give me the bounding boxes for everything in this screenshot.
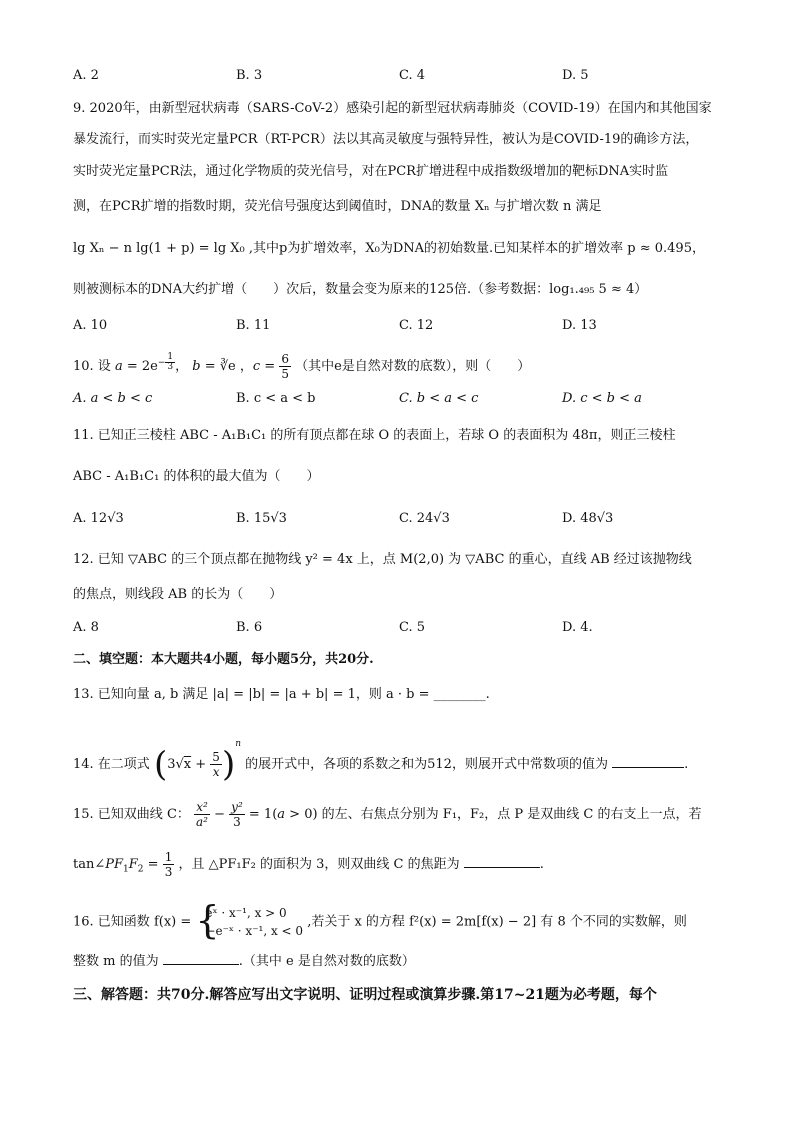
q11-line1: 11. 已知正三棱柱 ABC - A₁B₁C₁ 的所有顶点都在球 O 的表面上，若球 O 的表面积为 48π，则正三棱柱 [73, 428, 676, 443]
q9-line5: lg Xₙ − n lg(1 + p) = lg X₀ ,其中p为扩增效率，X₀为DNA的初始数量.已知某样本的扩增效率 p ≈ 0.495， [73, 241, 705, 256]
q9-line4: 测，在PCR扩增的指数时期，荧光信号强度达到阈值时，DNA的数量 Xₙ 与扩增次数 n 满足 [73, 199, 602, 214]
q12-option-c: C. 5 [399, 620, 426, 635]
q10-option-b: B. c < a < b [236, 391, 316, 406]
q16-suffix: ,若关于 x 的方程 f²(x) = 2m[f(x) − 2] 有 8 个不同的实数解，则 [307, 914, 687, 930]
q16-answer-blank [163, 951, 239, 965]
q9-option-c: C. 12 [399, 318, 434, 333]
q11-option-c: C. 24√3 [399, 511, 450, 526]
q12-line2: 的焦点，则线段 AB 的长为（ ） [73, 587, 283, 602]
q9-line2: 暴发流行，而实时荧光定量PCR（RT-PCR）法以其高灵敏度与强特异性，被认为是COVID-19的确诊方法， [73, 132, 699, 147]
q12-option-a: A. 8 [73, 620, 99, 635]
q14-stem: 14. 在二项式 (3√x + $\frac{5}{x}$ )$^n$ 的展开式中，各项的系数之和为512，则展开式中常数项的值为 . [73, 739, 689, 785]
q13-text: 13. 已知向量 a, b 满足 |a| = |b| = |a + b| = 1，则 a · b = ________. [73, 687, 490, 702]
q12-option-b: B. 6 [236, 620, 263, 635]
q10-options [73, 389, 733, 409]
q8-option-b: B. 3 [236, 68, 263, 83]
q8-options [73, 66, 733, 86]
q14-prefix: 14. 在二项式 [73, 757, 150, 772]
q11-option-d: D. 48√3 [562, 511, 614, 526]
q15-suffix: 的左、右焦点分别为 F₁，F₂，点 P 是双曲线 C 的右支上一点，若 [321, 807, 702, 822]
q16-line1 [73, 898, 687, 942]
q8-option-c: C. 4 [399, 68, 426, 83]
q15-line2-suffix: ，且 △PF₁F₂ 的面积为 3，则双曲线 C 的焦距为 [178, 857, 460, 872]
q8-option-a: A. 2 [73, 68, 99, 83]
q12-option-d: D. 4. [562, 620, 593, 635]
q10-option-d: D. c < b < a [562, 391, 642, 406]
q14-suffix: 的展开式中，各项的系数之和为512，则展开式中常数项的值为 [245, 757, 608, 772]
q10-option-a: A. a < b < c [73, 391, 153, 406]
q9-line1: 9. 2020年，由新型冠状病毒（SARS-CoV-2）感染引起的新型冠状病毒肺炎（COVID-19）在国内和其他国家 [73, 101, 712, 116]
q10-stem: 10. 设 $a = 2e^{- \frac{1}{3}}$ ， b = ∛e ，c = $\frac{6}{5}$ （其中e是自然对数的底数），则（ ） [73, 351, 531, 381]
q16-piecewise: { eˣ · x⁻¹, x > 0 −e⁻ˣ · x⁻¹, x < 0 [195, 898, 304, 942]
q15-line2: $\tan\angle PF_1F_2$ = $\frac{1}{3}$ ，且 △PF₁F₂ 的面积为 3，则双曲线 C 的焦距为 . [73, 850, 544, 879]
q10-option-c: C. b < a < c [399, 391, 479, 406]
q9-option-d: D. 13 [562, 318, 597, 333]
q12-options [73, 618, 733, 638]
q11-option-a: A. 12√3 [73, 511, 124, 526]
q11-options [73, 509, 733, 529]
section2-title: 二、填空题：本大题共4小题，每小题5分，共20分. [73, 652, 374, 667]
q9-line6: 则被测标本的DNA大约扩增（ ）次后，数量会变为原来的125倍.（参考数据：log₁.₄₉₅ 5 ≈ 4） [73, 282, 648, 297]
q11-line2: ABC - A₁B₁C₁ 的体积的最大值为（ ） [73, 469, 320, 484]
q12-line1: 12. 已知 ▽ABC 的三个顶点都在抛物线 y² = 4x 上，点 M(2,0) 为 ▽ABC 的重心，直线 AB 经过该抛物线 [73, 552, 692, 567]
q16-line2 [73, 951, 415, 972]
q15-answer-blank [464, 854, 540, 868]
q14-binomial: (3√x + $\frac{5}{x}$ )$^n$ [153, 739, 241, 785]
q16-piece1: eˣ · x⁻¹, x > 0 [205, 906, 287, 920]
q10-prefix: 10. 设 [73, 359, 111, 374]
q15-line1 [73, 800, 702, 829]
q10-suffix: （其中e是自然对数的底数），则（ ） [295, 359, 531, 374]
q9-options [73, 316, 733, 336]
q15-prefix: 15. 已知双曲线 C： [73, 807, 190, 822]
q8-option-d: D. 5 [562, 68, 589, 83]
q16-prefix: 16. 已知函数 f(x) = [73, 914, 192, 930]
q16-line2-text: 整数 m 的值为 [73, 954, 159, 969]
q9-line3: 实时荧光定量PCR法，通过化学物质的荧光信号，对在PCR扩增进程中成指数级增加的靶标DNA实时监 [73, 164, 669, 179]
q15-equation: $\frac{\text{x²}}{\text{a²}}$ − $\frac{\text{y²}}{3}$ = 1(a > 0) [196, 800, 322, 829]
q9-option-b: B. 11 [236, 318, 271, 333]
q9-option-a: A. 10 [73, 318, 108, 333]
q16-line2-suffix: .（其中 e 是自然对数的底数） [238, 954, 415, 969]
q14-answer-blank [612, 754, 684, 768]
q16-piece2: −e⁻ˣ · x⁻¹, x < 0 [205, 924, 304, 938]
q11-option-b: B. 15√3 [236, 511, 287, 526]
section3-title: 三、解答题：共70分.解答应写出文字说明、证明过程或演算步骤.第17~21题为必考题，每个 [73, 987, 657, 1003]
